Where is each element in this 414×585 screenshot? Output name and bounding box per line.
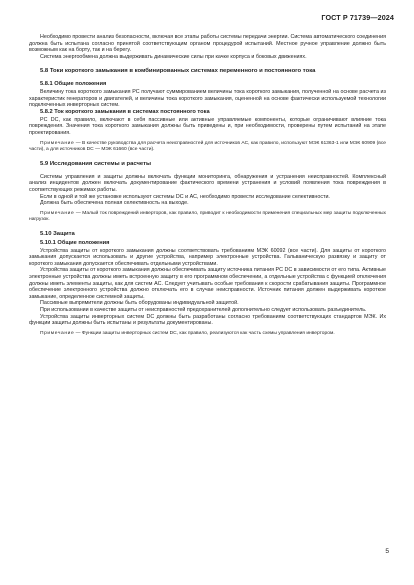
paragraph: Устройства защиты инверторных систем DC должны быть разработаны согласно требованиям соответствующих стандартов МЭК. Их функции защиты должны быть испытаны и результаты документированы. [29,313,386,327]
note-text: — В качестве руководства для расчета неисправностей для источников AC, как правило, используют МЭК 61363-1 или МЭК 60909 (все части), а для источников DC — МЭК 61660 (все части). [29,140,386,152]
subsection-heading-5-10-1: 5.10.1 Общие положения [40,239,110,246]
note-label: Примечание [40,140,75,146]
note-label: Примечание [40,210,75,216]
note-label: Примечание [40,330,75,336]
note [29,211,386,223]
subsection-heading-5-8-1: 5.8.1 Общие положения [40,81,107,88]
paragraph: Пассивные выпрямители должны быть оборудованы индивидуальной защитой. [40,300,239,307]
page-body [29,34,386,337]
paragraph: При использовании в качестве защиты от неисправностей предохранителей дополнительно следует использовать разъединитель. [40,307,367,314]
note-text: — Малый ток повреждений инверторов, как правило, приводит к необходимости применения специальных мер защиты подключенных нагрузок. [29,210,386,222]
page-number: 5 [385,548,389,555]
note-text: — Функции защиты инверторных систем DC, как правило, реализуются как часть схемы управления инвертором. [74,330,335,336]
section-heading-5-8: 5.8 Токи короткого замыкания в комбинированных системах переменного и постоянного тока [40,68,316,75]
subsection-heading-5-8-2: 5.8.2 Ток короткого замыкания в системах постоянного тока [40,108,210,115]
paragraph: Устройства защиты от короткого замыкания должны соответствовать требованиям МЭК 60092 (все части). Для защиты от короткого замыкания допускается использовать и другие устройства, например электронные устройства. Гальваническую развязку и защиту от короткого замыкания допускается обеспечивать отдельными устройствами. [29,247,386,267]
section-heading-5-9: 5.9 Исследования системы и расчеты [40,160,152,167]
section-heading-5-10: 5.10 Защита [40,230,75,237]
paragraph: Должна быть обеспечена полная селективность на выходе. [40,200,189,207]
standard-designation: ГОСТ Р 71739—2024 [321,13,394,22]
paragraph: Если в одной и той же установке используют системы DC и AC, необходимо провести исследование селективности. [40,193,330,200]
note [29,141,386,153]
paragraph: Система энергообмена должна выдерживать динамические силы при качке корпуса и боковых движениях. [40,53,307,60]
paragraph: Системы управления и защиты должны включать функции мониторинга, обнаружения и устранения неисправностей. Комплексный анализ инцидентов должен включать документирование фактического времени устранения и условий появления тока повреждения в соответствующих режимах работы. [29,173,386,193]
paragraph: PC DC, как правило, включают в себя пассивные или активные управляемые компоненты, которые ограничивают влияние тока повреждения. Значения тока короткого замыкания должны быть приведены и, при необходимости, проверены путем испытаний на этапе проектирования. [29,116,386,136]
paragraph: Необходимо провести анализ безопасности, включая все этапы работы системы передачи энергии. Система автоматического соединения должна быть испытана согласно принятой соответствующим органом процедурой испытаний. Местное ручное управление должно быть возможным как на борту, так и на берегу. [29,34,386,54]
paragraph: Величину тока короткого замыкания PC получают суммированием величины тока короткого замыкания, полученной на основе расчета из характеристик генераторов и двигателей, и величины тока короткого замыкания, оцененной на основе фактически используемой технологии подключенных инверторных систем. [29,89,386,109]
note [29,331,386,337]
paragraph: Устройства защиты от короткого замыкания должны обеспечивать защиту источника питания PC DC в зависимости от его типа. Активные электронные устройства должны иметь встроенную защиту в его программном обеспечении, а отдельные устройства с функцией отключения должны иметь элементы защиты, как для систем AC. Следует учитывать особые требования к скорости срабатывания защиты. Программное обеспечение электронного устройства должно отключать его в случае неисправности. Источник питания должен выдерживать короткое замыкание, определенное системной защиты. [29,267,386,300]
